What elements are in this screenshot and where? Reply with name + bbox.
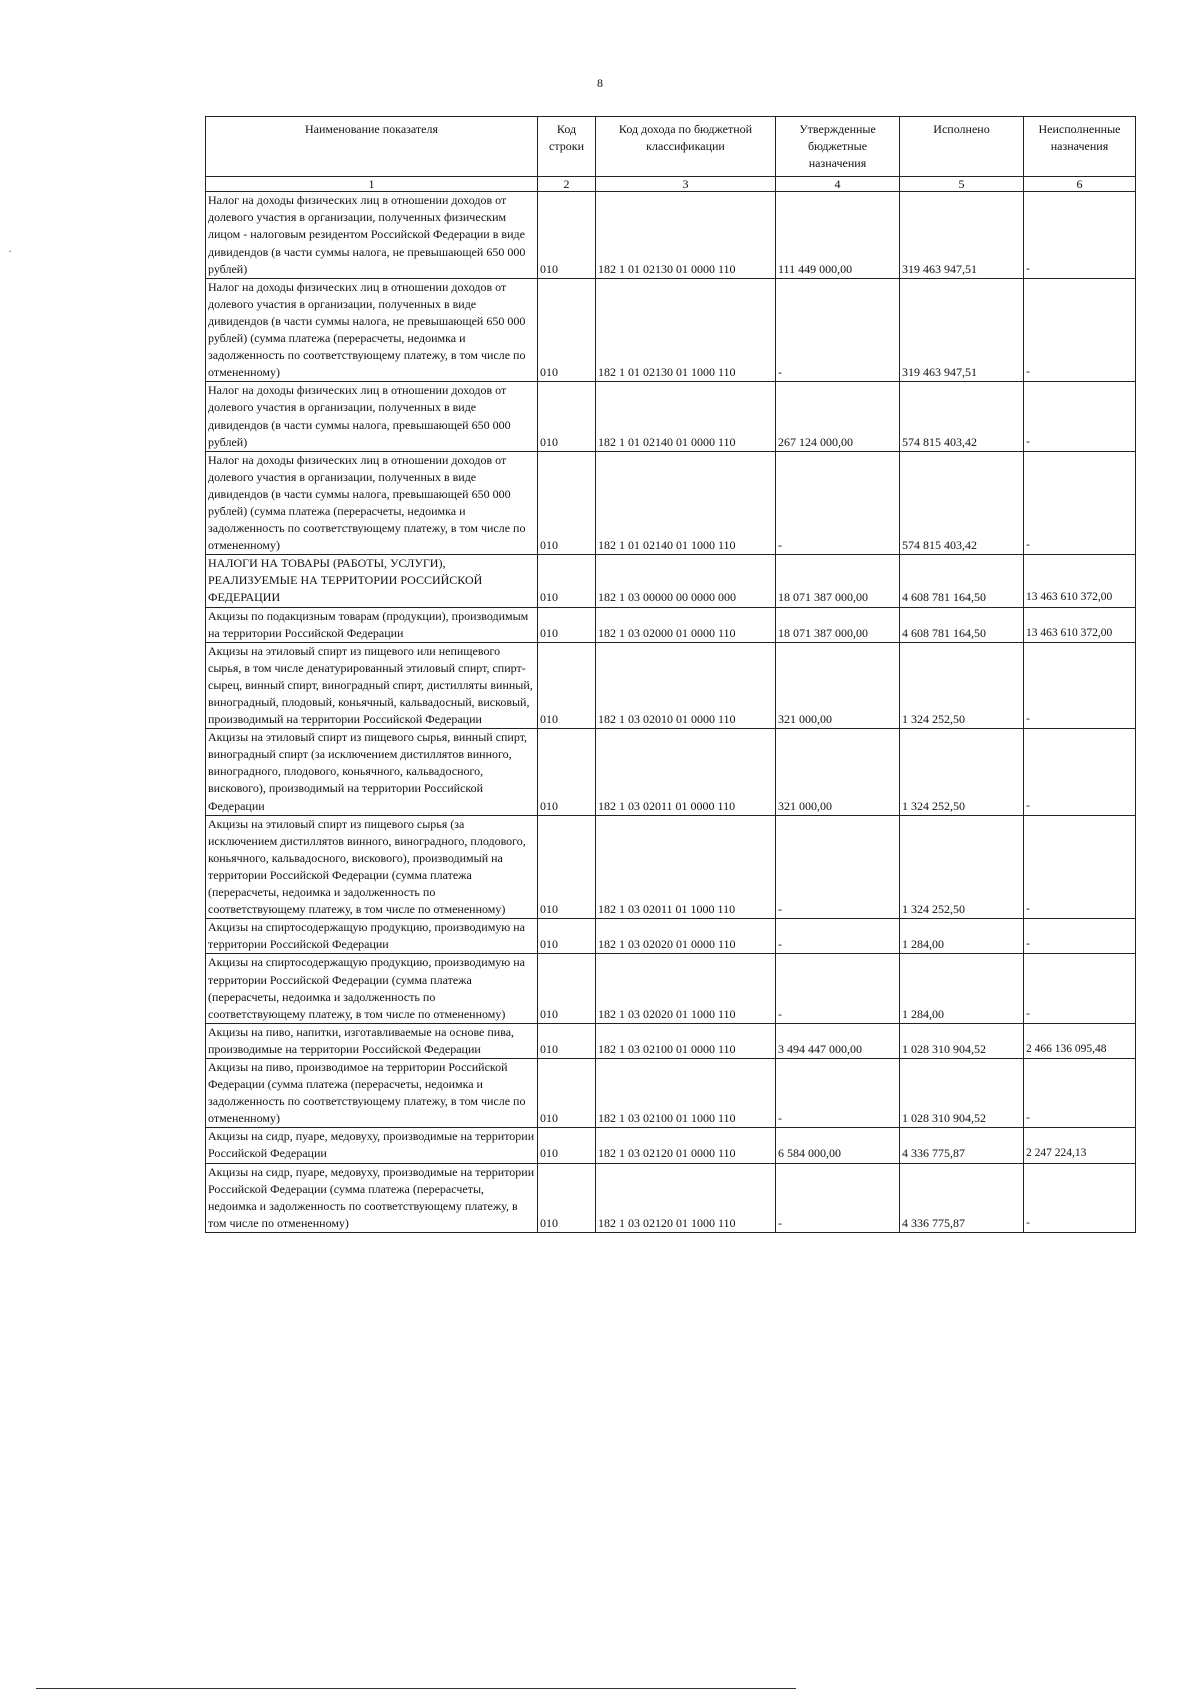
indicator-name: Акцизы на сидр, пуаре, медовуху, производимые на территории Российской Федерации (сумма платежа (перерасчеты, недоимка и задолженность по соответствующему платежу, в том числе по отмененному) xyxy=(206,1163,538,1232)
income-code: 182 1 03 02011 01 1000 110 xyxy=(596,815,776,919)
line-code: 010 xyxy=(538,1058,596,1127)
header-unexecuted: Неисполненные назначения xyxy=(1024,117,1136,177)
approved-amount: 6 584 000,00 xyxy=(776,1128,900,1163)
executed-amount: 574 815 403,42 xyxy=(900,382,1024,451)
table-row xyxy=(206,451,1136,555)
unexecuted-amount: 13 463 610 372,00 xyxy=(1024,607,1136,642)
line-code: 010 xyxy=(538,729,596,815)
unexecuted-amount: 2 466 136 095,48 xyxy=(1024,1023,1136,1058)
executed-amount: 1 324 252,50 xyxy=(900,729,1024,815)
line-code: 010 xyxy=(538,954,596,1023)
indicator-name: Акцизы на этиловый спирт из пищевого сырья (за исключением дистиллятов винного, виноградного, плодового, коньячного, кальвадосного, вискового), производимый на территории Российской Федерации (сумма платежа (перерасчеты, недоимка и задолженность по соответствующему платежу, в том числе по отмененному) xyxy=(206,815,538,919)
approved-amount: - xyxy=(776,278,900,382)
table-row xyxy=(206,1128,1136,1163)
indicator-name: Акцизы на сидр, пуаре, медовуху, производимые на территории Российской Федерации xyxy=(206,1128,538,1163)
approved-amount: 18 071 387 000,00 xyxy=(776,607,900,642)
income-code: 182 1 03 02100 01 1000 110 xyxy=(596,1058,776,1127)
unexecuted-amount: 13 463 610 372,00 xyxy=(1024,555,1136,607)
executed-amount: 4 336 775,87 xyxy=(900,1163,1024,1232)
approved-amount: - xyxy=(776,919,900,954)
income-code: 182 1 03 02120 01 0000 110 xyxy=(596,1128,776,1163)
executed-amount: 4 608 781 164,50 xyxy=(900,607,1024,642)
line-code: 010 xyxy=(538,451,596,555)
line-code: 010 xyxy=(538,1128,596,1163)
approved-amount: - xyxy=(776,1058,900,1127)
income-code: 182 1 03 02010 01 0000 110 xyxy=(596,642,776,728)
approved-amount: 267 124 000,00 xyxy=(776,382,900,451)
approved-amount: 321 000,00 xyxy=(776,729,900,815)
line-code: 010 xyxy=(538,815,596,919)
column-number: 3 xyxy=(596,177,776,192)
income-code: 182 1 01 02140 01 0000 110 xyxy=(596,382,776,451)
indicator-name: Акцизы на пиво, производимое на территории Российской Федерации (сумма платежа (перерасчеты, недоимка и задолженность по соответствующему платежу, в том числе по отмененному) xyxy=(206,1058,538,1127)
stray-mark: · xyxy=(8,244,12,258)
table-row xyxy=(206,729,1136,815)
table-header xyxy=(206,117,1136,192)
line-code: 010 xyxy=(538,192,596,278)
table-row xyxy=(206,642,1136,728)
indicator-name: НАЛОГИ НА ТОВАРЫ (РАБОТЫ, УСЛУГИ), РЕАЛИЗУЕМЫЕ НА ТЕРРИТОРИИ РОССИЙСКОЙ ФЕДЕРАЦИИ xyxy=(206,555,538,607)
income-code: 182 1 03 02100 01 0000 110 xyxy=(596,1023,776,1058)
line-code: 010 xyxy=(538,278,596,382)
header-indicator-name: Наименование показателя xyxy=(206,117,538,177)
income-code: 182 1 01 02130 01 0000 110 xyxy=(596,192,776,278)
column-number: 1 xyxy=(206,177,538,192)
table-body xyxy=(206,192,1136,1233)
executed-amount: 1 028 310 904,52 xyxy=(900,1058,1024,1127)
executed-amount: 1 284,00 xyxy=(900,919,1024,954)
approved-amount: 321 000,00 xyxy=(776,642,900,728)
unexecuted-amount: - xyxy=(1024,729,1136,815)
executed-amount: 4 336 775,87 xyxy=(900,1128,1024,1163)
line-code: 010 xyxy=(538,555,596,607)
executed-amount: 319 463 947,51 xyxy=(900,278,1024,382)
table-row xyxy=(206,555,1136,607)
approved-amount: 3 494 447 000,00 xyxy=(776,1023,900,1058)
table-row xyxy=(206,815,1136,919)
executed-amount: 4 608 781 164,50 xyxy=(900,555,1024,607)
indicator-name: Акцизы на этиловый спирт из пищевого или непищевого сырья, в том числе денатурированный этиловый спирт, спирт-сырец, винный спирт, виноградный спирт, дистилляты винный, виноградный, плодовый, коньячный, кальвадосный, висковый, производимый на территории Российской Федерации xyxy=(206,642,538,728)
column-number: 4 xyxy=(776,177,900,192)
table-row xyxy=(206,192,1136,278)
indicator-name: Налог на доходы физических лиц в отношении доходов от долевого участия в организации, полученных в виде дивидендов (в части суммы налога, превышающей 650 000 рублей) xyxy=(206,382,538,451)
unexecuted-amount: - xyxy=(1024,451,1136,555)
income-code: 182 1 03 02011 01 0000 110 xyxy=(596,729,776,815)
line-code: 010 xyxy=(538,382,596,451)
scan-edge-line xyxy=(36,1688,796,1689)
line-code: 010 xyxy=(538,919,596,954)
unexecuted-amount: - xyxy=(1024,815,1136,919)
executed-amount: 1 324 252,50 xyxy=(900,642,1024,728)
unexecuted-amount: - xyxy=(1024,642,1136,728)
approved-amount: 18 071 387 000,00 xyxy=(776,555,900,607)
unexecuted-amount: - xyxy=(1024,1058,1136,1127)
unexecuted-amount: - xyxy=(1024,1163,1136,1232)
table-row xyxy=(206,382,1136,451)
approved-amount: - xyxy=(776,815,900,919)
line-code: 010 xyxy=(538,1023,596,1058)
header-line-code: Код строки xyxy=(538,117,596,177)
header-executed: Исполнено xyxy=(900,117,1024,177)
executed-amount: 319 463 947,51 xyxy=(900,192,1024,278)
income-code: 182 1 03 00000 00 0000 000 xyxy=(596,555,776,607)
table-row xyxy=(206,919,1136,954)
executed-amount: 1 028 310 904,52 xyxy=(900,1023,1024,1058)
executed-amount: 1 284,00 xyxy=(900,954,1024,1023)
line-code: 010 xyxy=(538,1163,596,1232)
income-code: 182 1 01 02140 01 1000 110 xyxy=(596,451,776,555)
header-row xyxy=(206,117,1136,177)
indicator-name: Налог на доходы физических лиц в отношении доходов от долевого участия в организации, полученных физическим лицом - налоговым резидентом Российской Федерации в виде дивидендов (в части суммы налога, не превышающей 650 000 рублей) xyxy=(206,192,538,278)
approved-amount: - xyxy=(776,1163,900,1232)
header-approved: Утвержденные бюджетные назначения xyxy=(776,117,900,177)
unexecuted-amount: - xyxy=(1024,192,1136,278)
header-income-code: Код дохода по бюджетной классификации xyxy=(596,117,776,177)
indicator-name: Акцизы на пиво, напитки, изготавливаемые на основе пива, производимые на территории Российской Федерации xyxy=(206,1023,538,1058)
income-code: 182 1 01 02130 01 1000 110 xyxy=(596,278,776,382)
budget-execution-table xyxy=(205,116,1136,1233)
indicator-name: Акцизы на спиртосодержащую продукцию, производимую на территории Российской Федерации xyxy=(206,919,538,954)
table-row xyxy=(206,954,1136,1023)
column-number: 2 xyxy=(538,177,596,192)
indicator-name: Налог на доходы физических лиц в отношении доходов от долевого участия в организации, полученных в виде дивидендов (в части суммы налога, превышающей 650 000 рублей) (сумма платежа (перерасчеты, недоимка и задолженность по соответствующему платежу, в том числе по отмененному) xyxy=(206,451,538,555)
executed-amount: 1 324 252,50 xyxy=(900,815,1024,919)
indicator-name: Налог на доходы физических лиц в отношении доходов от долевого участия в организации, полученных в виде дивидендов (в части суммы налога, не превышающей 650 000 рублей) (сумма платежа (перерасчеты, недоимка и задолженность по соответствующему платежу, в том числе по отмененному) xyxy=(206,278,538,382)
line-code: 010 xyxy=(538,642,596,728)
table-row xyxy=(206,1163,1136,1232)
approved-amount: - xyxy=(776,451,900,555)
indicator-name: Акцизы на спиртосодержащую продукцию, производимую на территории Российской Федерации (сумма платежа (перерасчеты, недоимка и задолженность по соответствующему платежу, в том числе по отмененному) xyxy=(206,954,538,1023)
table-row xyxy=(206,1058,1136,1127)
indicator-name: Акцизы на этиловый спирт из пищевого сырья, винный спирт, виноградный спирт (за исключением дистиллятов винного, виноградного, плодового, коньячного, кальвадосного, вискового), производимый на территории Российской Федерации xyxy=(206,729,538,815)
unexecuted-amount: - xyxy=(1024,919,1136,954)
page-number: 8 xyxy=(597,76,603,90)
income-code: 182 1 03 02120 01 1000 110 xyxy=(596,1163,776,1232)
income-code: 182 1 03 02000 01 0000 110 xyxy=(596,607,776,642)
approved-amount: - xyxy=(776,954,900,1023)
line-code: 010 xyxy=(538,607,596,642)
unexecuted-amount: - xyxy=(1024,278,1136,382)
unexecuted-amount: - xyxy=(1024,382,1136,451)
column-number-row xyxy=(206,177,1136,192)
income-code: 182 1 03 02020 01 0000 110 xyxy=(596,919,776,954)
unexecuted-amount: 2 247 224,13 xyxy=(1024,1128,1136,1163)
table-row xyxy=(206,607,1136,642)
column-number: 5 xyxy=(900,177,1024,192)
income-code: 182 1 03 02020 01 1000 110 xyxy=(596,954,776,1023)
unexecuted-amount: - xyxy=(1024,954,1136,1023)
table-row xyxy=(206,1023,1136,1058)
executed-amount: 574 815 403,42 xyxy=(900,451,1024,555)
table-row xyxy=(206,278,1136,382)
indicator-name: Акцизы по подакцизным товарам (продукции), производимым на территории Российской Федерации xyxy=(206,607,538,642)
approved-amount: 111 449 000,00 xyxy=(776,192,900,278)
column-number: 6 xyxy=(1024,177,1136,192)
